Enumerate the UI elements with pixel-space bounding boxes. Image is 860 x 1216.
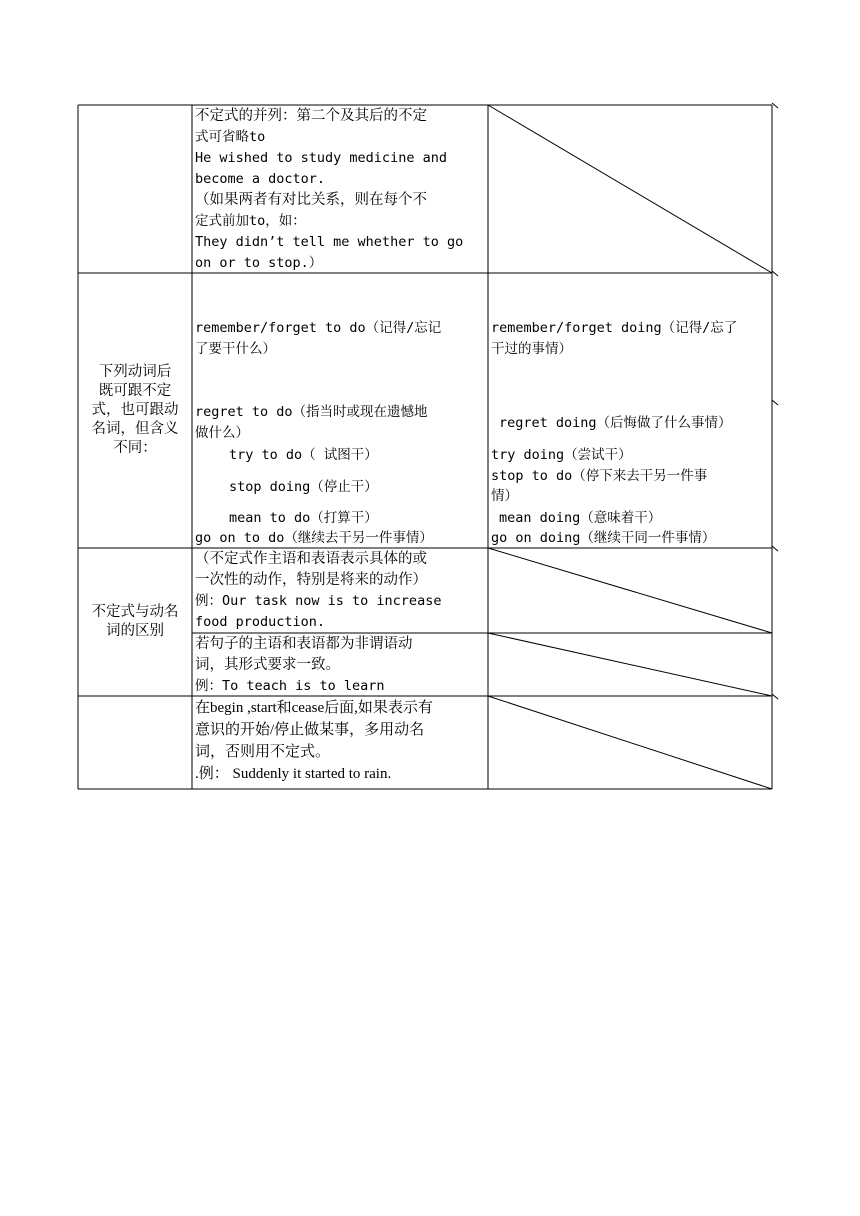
text-line: stop to do（停下来去干另一件事 — [491, 468, 708, 484]
row1-middle-cell — [195, 106, 487, 274]
diagonal-slash — [488, 696, 772, 789]
row3-middle-a-cell — [195, 549, 487, 633]
row2-label-text: 下列动词后 既可跟不定 式，也可跟动 名词，但含义 不同： — [91, 364, 179, 456]
text-line: 一次性的动作，特别是将来的动作） — [195, 572, 427, 588]
text-line: go on doing（继续干同一件事情） — [491, 530, 716, 546]
row4-middle-cell — [195, 697, 487, 785]
text-line: 式可省略to — [195, 129, 266, 145]
text-line: 了要干什么） — [195, 341, 276, 357]
text-line: .例： Suddenly it started to rain. — [195, 766, 392, 782]
text-line: remember/forget to do（记得/忘记 — [195, 320, 442, 336]
text-line: mean doing（意味着干） — [499, 510, 662, 526]
text-line: 意识的开始/停止做某事，多用动名 — [195, 722, 425, 738]
text-line: regret doing（后悔做了什么事情） — [499, 415, 732, 431]
text-line: 词，否则用不定式。 — [195, 744, 331, 760]
row3-label — [79, 549, 191, 695]
text-line: try doing（尝试干） — [491, 447, 632, 463]
text-line: They didn’t tell me whether to go — [195, 234, 464, 250]
text-line: 若句子的主语和表语都为非谓语动 — [195, 636, 413, 652]
diagonal-slash — [488, 105, 772, 273]
row2-label — [79, 274, 191, 547]
text-line: food production. — [195, 614, 326, 630]
row2-right-cell — [491, 274, 771, 547]
diagonal-slash — [488, 548, 772, 633]
text-line: become a doctor. — [195, 171, 326, 187]
text-line: （如果两者有对比关系，则在每个不 — [195, 192, 427, 208]
row2-middle-cell — [195, 274, 487, 547]
text-line: remember/forget doing（记得/忘了 — [491, 320, 738, 336]
text-line: He wished to study medicine and — [195, 150, 447, 166]
text-line: try to do（ 试图干） — [229, 447, 378, 463]
text-line: 词，其形式要求一致。 — [195, 657, 340, 673]
row3-label-text: 不定式与动名 词的区别 — [91, 604, 179, 639]
text-line: mean to do（打算干） — [229, 510, 378, 526]
text-line: 在begin ,start和cease后面,如果表示有 — [195, 700, 433, 716]
text-line: （不定式作主语和表语表示具体的或 — [195, 551, 427, 567]
text-line: 做什么） — [195, 425, 249, 441]
text-line: 干过的事情） — [491, 341, 572, 357]
text-line: stop doing（停止干） — [229, 479, 378, 495]
text-line: 不定式的并列：第二个及其后的不定 — [195, 108, 427, 124]
row3-middle-b-cell — [195, 634, 487, 697]
text-line: on or to stop.） — [195, 255, 323, 271]
text-line: 情） — [491, 488, 518, 504]
text-line: go on to do（继续去干另一件事情） — [195, 530, 433, 546]
text-line: 定式前加to，如： — [195, 213, 306, 229]
text-line: 例：To teach is to learn — [195, 678, 385, 694]
text-line: regret to do（指当时或现在遗憾地 — [195, 404, 428, 420]
diagonal-slash — [488, 633, 772, 696]
text-line: 例：Our task now is to increase — [195, 593, 442, 609]
